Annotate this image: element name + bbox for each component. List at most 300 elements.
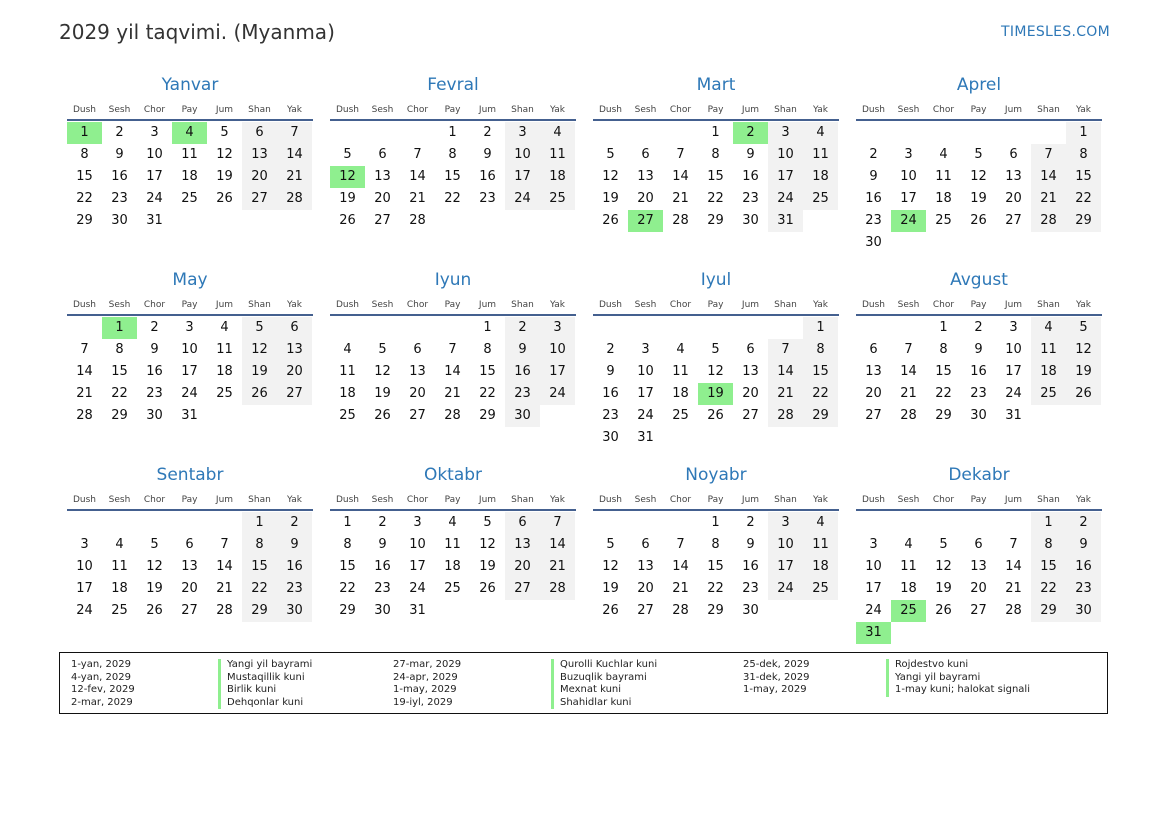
day-cell: 29: [76, 213, 93, 228]
month-avgust: [856, 268, 1102, 427]
day-cell: 19: [374, 386, 391, 401]
week-row: [593, 578, 839, 600]
day-cell: 8: [711, 537, 720, 552]
empty-cell: [435, 210, 470, 232]
day-cell: 21: [76, 386, 93, 401]
day-cell: 13: [242, 144, 277, 166]
day-cell: 7: [1031, 144, 1066, 166]
empty-cell: [593, 317, 628, 339]
day-cell: 13: [409, 364, 426, 379]
day-cell: 25: [339, 408, 356, 423]
weekday-label: Shan: [511, 300, 534, 310]
weekday-label: Chor: [143, 495, 166, 505]
week-row: [330, 534, 576, 556]
empty-cell: [996, 232, 1031, 254]
day-cell: 28: [900, 408, 917, 423]
week-row: [593, 556, 839, 578]
day-cell: 2: [115, 125, 124, 140]
day-cell: 29: [242, 600, 277, 622]
day-cell: 5: [606, 537, 615, 552]
empty-cell: [365, 122, 400, 144]
weekday-label: Yak: [1076, 300, 1091, 310]
day-cell: 2: [505, 317, 540, 339]
day-cell: 20: [277, 361, 312, 383]
day-cell: 30: [374, 603, 391, 618]
day-cell: 12: [479, 537, 496, 552]
day-cell: 2: [150, 320, 159, 335]
day-cell: 21: [277, 166, 312, 188]
day-cell: 5: [939, 537, 948, 552]
weekday-label: Pay: [444, 495, 461, 505]
month-name: Noyabr: [685, 465, 747, 485]
day-cell: 13: [970, 559, 987, 574]
day-cell: 1: [242, 512, 277, 534]
day-cell: 12: [970, 169, 987, 184]
legend-holiday-name: Yangi yil bayrami: [218, 659, 312, 672]
week-row: [330, 383, 576, 405]
day-cell: 19: [935, 581, 952, 596]
weekday-label: Jum: [478, 300, 497, 310]
weekday-label: Yak: [287, 105, 302, 115]
weekday-label: Jum: [215, 300, 234, 310]
day-cell: 24: [409, 581, 426, 596]
day-cell: 26: [146, 603, 163, 618]
empty-cell: [961, 232, 996, 254]
legend-holiday-name: Birlik kuni: [218, 684, 312, 697]
weekday-label: Shan: [774, 105, 797, 115]
empty-cell: [996, 512, 1031, 534]
weekday-label: Jum: [1004, 495, 1023, 505]
holiday-day-cell: 27: [628, 210, 663, 232]
week-row: [67, 210, 313, 232]
day-cell: 21: [672, 191, 689, 206]
day-cell: 23: [146, 386, 163, 401]
week-row: [856, 144, 1102, 166]
day-cell: 5: [378, 342, 387, 357]
day-cell: 14: [444, 364, 461, 379]
day-cell: 8: [1031, 534, 1066, 556]
empty-cell: [961, 512, 996, 534]
day-cell: 6: [1009, 147, 1018, 162]
day-cell: 22: [1031, 578, 1066, 600]
week-row: [593, 534, 839, 556]
day-cell: 14: [76, 364, 93, 379]
day-cell: 22: [1066, 188, 1101, 210]
day-cell: 11: [672, 364, 689, 379]
day-cell: 3: [413, 515, 422, 530]
empty-cell: [540, 210, 575, 232]
weekday-label: Pay: [444, 105, 461, 115]
day-cell: 24: [865, 603, 882, 618]
day-cell: 11: [935, 169, 952, 184]
day-cell: 13: [181, 559, 198, 574]
empty-cell: [1031, 622, 1066, 644]
week-row: [856, 600, 1102, 622]
week-row: [593, 405, 839, 427]
weekday-header: [856, 491, 1102, 509]
empty-cell: [1066, 405, 1101, 427]
week-row: [593, 339, 839, 361]
day-cell: 31: [409, 603, 426, 618]
empty-cell: [733, 317, 768, 339]
day-cell: 10: [146, 147, 163, 162]
day-cell: 15: [1066, 166, 1101, 188]
day-cell: 28: [1031, 210, 1066, 232]
day-cell: 17: [768, 556, 803, 578]
day-cell: 30: [742, 603, 759, 618]
empty-cell: [470, 600, 505, 622]
day-cell: 27: [637, 603, 654, 618]
legend-date: 2-mar, 2029: [71, 696, 133, 708]
legend-date: 31-dek, 2029: [743, 671, 810, 683]
day-cell: 15: [707, 169, 724, 184]
day-cell: 10: [637, 364, 654, 379]
weekday-label: Jum: [741, 105, 760, 115]
day-cell: 28: [444, 408, 461, 423]
legend-dates-column: [71, 659, 135, 709]
day-cell: 27: [409, 408, 426, 423]
day-cell: 14: [216, 559, 233, 574]
day-cell: 21: [900, 386, 917, 401]
day-cell: 17: [900, 191, 917, 206]
legend-holiday-name: 1-may kuni; halokat signali: [886, 684, 1030, 697]
day-cell: 1: [343, 515, 352, 530]
legend-date: 24-apr, 2029: [393, 671, 458, 683]
day-cell: 8: [483, 342, 492, 357]
day-cell: 7: [413, 147, 422, 162]
week-row: [67, 578, 313, 600]
weekday-label: Jum: [478, 495, 497, 505]
weekday-label: Shan: [248, 495, 271, 505]
day-cell: 1: [1066, 122, 1101, 144]
month-name: Aprel: [956, 75, 1002, 95]
day-cell: 11: [444, 537, 461, 552]
legend-holiday-name: Yangi yil bayrami: [886, 672, 1030, 685]
day-cell: 21: [540, 556, 575, 578]
empty-cell: [926, 122, 961, 144]
day-cell: 19: [242, 361, 277, 383]
weekday-label: Shan: [511, 105, 534, 115]
day-cell: 9: [606, 364, 615, 379]
empty-cell: [505, 210, 540, 232]
day-cell: 23: [505, 383, 540, 405]
day-cell: 18: [339, 386, 356, 401]
week-row: [67, 188, 313, 210]
day-cell: 26: [970, 213, 987, 228]
weekday-header: [856, 296, 1102, 314]
day-cell: 7: [540, 512, 575, 534]
day-cell: 5: [483, 515, 492, 530]
day-cell: 24: [1005, 386, 1022, 401]
day-cell: 7: [904, 342, 913, 357]
day-cell: 19: [146, 581, 163, 596]
day-cell: 20: [865, 386, 882, 401]
day-cell: 2: [974, 320, 983, 335]
day-cell: 20: [374, 191, 391, 206]
legend-holiday-name: Qurolli Kuchlar kuni: [551, 659, 657, 672]
day-cell: 29: [479, 408, 496, 423]
day-cell: 14: [1005, 559, 1022, 574]
empty-cell: [803, 600, 838, 622]
week-row: [856, 622, 1102, 644]
empty-cell: [856, 317, 891, 339]
weekday-label: Jum: [215, 105, 234, 115]
day-cell: 20: [637, 191, 654, 206]
week-row: [856, 361, 1102, 383]
brand-link[interactable]: TIMESLES.COM: [1001, 24, 1110, 40]
weekday-label: Pay: [181, 300, 198, 310]
day-cell: 25: [803, 188, 838, 210]
day-cell: 20: [742, 386, 759, 401]
week-row: [856, 166, 1102, 188]
day-cell: 28: [672, 603, 689, 618]
day-cell: 10: [409, 537, 426, 552]
day-cell: 29: [1066, 210, 1101, 232]
day-cell: 24: [181, 386, 198, 401]
day-cell: 1: [483, 320, 492, 335]
day-cell: 15: [339, 559, 356, 574]
day-cell: 23: [742, 191, 759, 206]
day-cell: 16: [742, 559, 759, 574]
day-cell: 29: [803, 405, 838, 427]
weekday-label: Shan: [1037, 495, 1060, 505]
day-cell: 23: [865, 213, 882, 228]
week-row: [856, 405, 1102, 427]
weekday-label: Pay: [707, 105, 724, 115]
weekday-label: Shan: [511, 495, 534, 505]
day-cell: 10: [900, 169, 917, 184]
week-row: [330, 317, 576, 339]
header-divider: [856, 119, 1102, 121]
day-cell: 20: [181, 581, 198, 596]
day-cell: 16: [505, 361, 540, 383]
holiday-day-cell: 1: [67, 122, 102, 144]
weekday-label: Chor: [406, 495, 429, 505]
day-cell: 3: [641, 342, 650, 357]
day-cell: 15: [1031, 556, 1066, 578]
day-cell: 11: [540, 144, 575, 166]
month-name: Mart: [696, 75, 736, 95]
day-cell: 17: [146, 169, 163, 184]
day-cell: 15: [76, 169, 93, 184]
weekday-label: Yak: [287, 495, 302, 505]
empty-cell: [277, 210, 312, 232]
day-cell: 4: [803, 512, 838, 534]
weekday-label: Jum: [741, 300, 760, 310]
day-cell: 16: [479, 169, 496, 184]
empty-cell: [768, 317, 803, 339]
day-cell: 10: [865, 559, 882, 574]
week-row: [67, 556, 313, 578]
day-cell: 17: [181, 364, 198, 379]
day-cell: 7: [277, 122, 312, 144]
month-name: Avgust: [950, 270, 1008, 290]
day-cell: 9: [277, 534, 312, 556]
day-cell: 17: [768, 166, 803, 188]
day-cell: 25: [444, 581, 461, 596]
empty-cell: [277, 405, 312, 427]
day-cell: 17: [76, 581, 93, 596]
day-cell: 7: [676, 147, 685, 162]
month-may: [67, 268, 313, 427]
day-cell: 15: [479, 364, 496, 379]
weekday-label: Shan: [1037, 300, 1060, 310]
day-cell: 31: [768, 210, 803, 232]
day-cell: 13: [865, 364, 882, 379]
day-cell: 25: [216, 386, 233, 401]
day-cell: 7: [220, 537, 229, 552]
day-cell: 30: [146, 408, 163, 423]
empty-cell: [540, 405, 575, 427]
day-cell: 21: [1005, 581, 1022, 596]
week-row: [593, 317, 839, 339]
empty-cell: [891, 122, 926, 144]
day-cell: 30: [970, 408, 987, 423]
day-cell: 3: [185, 320, 194, 335]
day-cell: 1: [711, 125, 720, 140]
day-cell: 26: [216, 191, 233, 206]
day-cell: 11: [339, 364, 356, 379]
week-row: [330, 512, 576, 534]
day-cell: 9: [505, 339, 540, 361]
week-row: [330, 188, 576, 210]
day-cell: 10: [505, 144, 540, 166]
day-cell: 8: [115, 342, 124, 357]
empty-cell: [435, 600, 470, 622]
empty-cell: [1066, 232, 1101, 254]
weekday-label: Shan: [248, 300, 271, 310]
day-cell: 13: [637, 169, 654, 184]
day-cell: 5: [1066, 317, 1101, 339]
legend-holiday-name: Shahidlar kuni: [551, 697, 657, 710]
day-cell: 10: [181, 342, 198, 357]
day-cell: 3: [150, 125, 159, 140]
day-cell: 4: [904, 537, 913, 552]
weekday-label: Yak: [813, 495, 828, 505]
legend-date: 19-iyl, 2029: [393, 696, 453, 708]
legend-date: 4-yan, 2029: [71, 671, 131, 683]
day-cell: 28: [277, 188, 312, 210]
week-row: [593, 188, 839, 210]
day-cell: 22: [111, 386, 128, 401]
day-cell: 18: [216, 364, 233, 379]
empty-cell: [1031, 405, 1066, 427]
day-cell: 16: [146, 364, 163, 379]
day-cell: 28: [672, 213, 689, 228]
empty-cell: [172, 210, 207, 232]
header-divider: [330, 509, 576, 511]
day-cell: 16: [865, 191, 882, 206]
header-divider: [593, 314, 839, 316]
legend-date: 1-may, 2029: [393, 684, 457, 696]
day-cell: 31: [146, 213, 163, 228]
day-cell: 19: [479, 559, 496, 574]
day-cell: 10: [76, 559, 93, 574]
weekday-label: Sesh: [897, 105, 920, 115]
day-cell: 4: [343, 342, 352, 357]
day-cell: 21: [409, 191, 426, 206]
weekday-label: Dush: [72, 495, 97, 505]
day-cell: 23: [742, 581, 759, 596]
day-cell: 6: [746, 342, 755, 357]
day-cell: 22: [479, 386, 496, 401]
day-cell: 23: [277, 578, 312, 600]
weekday-label: Yak: [287, 300, 302, 310]
week-row: [856, 339, 1102, 361]
empty-cell: [137, 512, 172, 534]
day-cell: 26: [707, 408, 724, 423]
weekday-label: Chor: [143, 300, 166, 310]
legend-date: 1-yan, 2029: [71, 659, 131, 670]
day-cell: 28: [76, 408, 93, 423]
week-row: [67, 317, 313, 339]
day-cell: 26: [1066, 383, 1101, 405]
day-cell: 19: [216, 169, 233, 184]
day-cell: 18: [935, 191, 952, 206]
day-cell: 7: [80, 342, 89, 357]
day-cell: 8: [80, 147, 89, 162]
empty-cell: [663, 317, 698, 339]
empty-cell: [400, 317, 435, 339]
day-cell: 23: [1066, 578, 1101, 600]
day-cell: 3: [904, 147, 913, 162]
day-cell: 23: [479, 191, 496, 206]
day-cell: 18: [444, 559, 461, 574]
day-cell: 8: [939, 342, 948, 357]
day-cell: 3: [80, 537, 89, 552]
day-cell: 9: [746, 147, 755, 162]
weekday-label: Pay: [970, 105, 987, 115]
week-row: [856, 534, 1102, 556]
header-divider: [330, 314, 576, 316]
week-row: [67, 383, 313, 405]
empty-cell: [961, 122, 996, 144]
weekday-label: Shan: [248, 105, 271, 115]
weekday-label: Sesh: [634, 495, 657, 505]
day-cell: 1: [939, 320, 948, 335]
week-row: [67, 166, 313, 188]
weekday-label: Pay: [444, 300, 461, 310]
day-cell: 28: [540, 578, 575, 600]
day-cell: 18: [900, 581, 917, 596]
empty-cell: [926, 512, 961, 534]
week-row: [856, 188, 1102, 210]
empty-cell: [768, 600, 803, 622]
empty-cell: [803, 210, 838, 232]
day-cell: 9: [115, 147, 124, 162]
empty-cell: [996, 122, 1031, 144]
empty-cell: [242, 210, 277, 232]
holiday-day-cell: 24: [891, 210, 926, 232]
weekday-label: Sesh: [371, 105, 394, 115]
day-cell: 30: [111, 213, 128, 228]
day-cell: 25: [935, 213, 952, 228]
empty-cell: [207, 210, 242, 232]
weekday-header: [67, 101, 313, 119]
empty-cell: [593, 512, 628, 534]
weekday-label: Pay: [970, 495, 987, 505]
day-cell: 20: [505, 556, 540, 578]
day-cell: 22: [707, 581, 724, 596]
weekday-label: Shan: [774, 495, 797, 505]
empty-cell: [663, 122, 698, 144]
day-cell: 2: [378, 515, 387, 530]
day-cell: 14: [277, 144, 312, 166]
day-cell: 27: [970, 603, 987, 618]
day-cell: 8: [803, 339, 838, 361]
day-cell: 26: [602, 603, 619, 618]
day-cell: 5: [606, 147, 615, 162]
